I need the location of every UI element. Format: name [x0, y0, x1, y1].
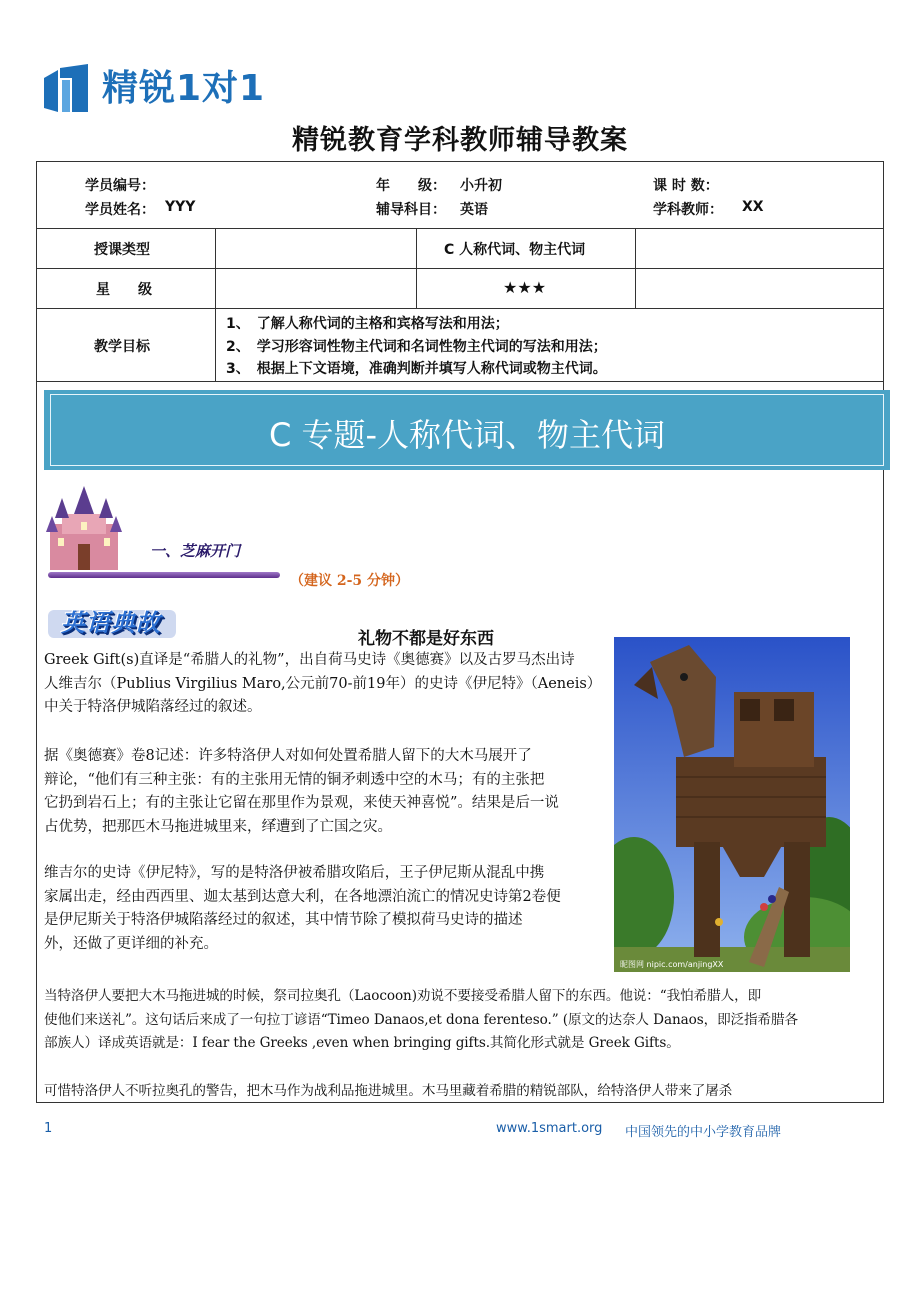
- story-paragraph: [44, 745, 559, 839]
- text-line: 可惜特洛伊人不听拉奥孔的警告，把木马作为战利品拖进城里。木马里藏着希腊的精锐部队，给特洛伊人带来了屠杀: [44, 1083, 733, 1099]
- student-no-label: 学员编号：: [85, 178, 155, 194]
- brand-logo: [42, 64, 282, 116]
- lesson-type-label: 授课类型: [94, 242, 150, 258]
- text-line: 部族人）译成英语就是：I fear the Greeks ,even when bringing gifts.其简化形式就是 Greek Gifts。: [44, 1035, 680, 1051]
- table-divider: [635, 228, 636, 308]
- text-line: 据《奥德赛》卷8记述：许多特洛伊人对如何处置希腊人留下的大木马展开了: [44, 748, 532, 764]
- story-paragraph: [44, 1080, 732, 1104]
- page-number: 1: [44, 1121, 53, 1136]
- story-paragraph: [44, 649, 601, 720]
- text-line: 是伊尼斯关于特洛伊城陷落经过的叙述，其中情节除了模拟荷马史诗的描述: [44, 912, 523, 928]
- text-line: 外，还做了更详细的补充。: [44, 935, 218, 952]
- table-divider: [36, 268, 884, 269]
- logo-mark-icon: [42, 64, 92, 114]
- logo-brand-text: 精锐1对1: [102, 68, 266, 109]
- text-line: 人维吉尔（Publius Virgilius Maro,公元前70-前19年）的史诗《伊尼特》（Aeneis）: [44, 675, 602, 692]
- story-paragraph: [44, 862, 561, 956]
- section-heading: 一、芝麻开门: [150, 542, 241, 560]
- story-title: 礼物不都是好东西: [358, 629, 494, 649]
- badge-text: 英语典故: [61, 609, 161, 637]
- trojan-horse-icon: [614, 637, 850, 972]
- table-divider: [416, 228, 417, 308]
- photo-credit: 昵图网 nipic.com/anjingXX: [620, 960, 724, 969]
- student-name-value: YYY: [165, 199, 196, 215]
- level-stars: ★★★: [503, 278, 547, 297]
- footer-slogan: 中国领先的中小学教育品牌: [625, 1125, 782, 1140]
- footer-site-link[interactable]: www.1smart.org: [496, 1121, 603, 1136]
- story-paragraph: [44, 985, 798, 1056]
- hours-label: 课 时 数：: [653, 178, 719, 194]
- table-divider: [215, 228, 216, 381]
- table-divider: [36, 308, 884, 309]
- goal-label: 教学目标: [94, 339, 150, 355]
- grade-label: 年 级：: [376, 178, 446, 194]
- text-line: 维吉尔的史诗《伊尼特》，写的是特洛伊被希腊攻陷后，王子伊尼斯从混乱中携: [44, 865, 545, 881]
- goal-item: 2、 学习形容词性物主代词和名词性物主代词的写法和用法；: [226, 339, 607, 355]
- goal-item: 1、 了解人称代词的主格和宾格写法和用法；: [226, 316, 509, 332]
- teacher-label: 学科教师：: [653, 202, 723, 218]
- text-line: 占优势，把那匹木马拖进城里来，绎゙遭到了亡国之灾。: [44, 818, 392, 835]
- text-line: 使他们来送礼”。这句话后来成了一句拉丁谚语“Timeo Danaos,et dona ferenteso.” (原文的达奈人 Danaos，即泛指希腊各: [44, 1011, 799, 1028]
- topic-banner: [44, 390, 890, 470]
- document-title: 精锐教育学科教师辅导教案: [292, 125, 628, 156]
- student-name-label: 学员姓名：: [85, 202, 155, 218]
- time-suggestion: （建议 2-5 分钟）: [290, 573, 410, 589]
- trojan-horse-photo: [614, 637, 850, 972]
- text-line: Greek Gift(s)直译是“希腊人的礼物”，出自荷马史诗《奥德赛》以及古罗马杰出诗: [44, 652, 575, 668]
- subject-value: 英语: [460, 202, 488, 218]
- table-divider: [36, 228, 884, 229]
- section-underline: [48, 572, 280, 578]
- level-label: 星 级: [96, 282, 152, 298]
- castle-icon: [44, 484, 124, 572]
- topic-banner-title: C 专题-人称代词、物主代词: [268, 416, 666, 454]
- text-line: 当特洛伊人要把大木马拖进城的时候，祭司拉奥孔（Laocoon)劝说不要接受希腊人留下的东西。他说：“我怕希腊人，即: [44, 988, 762, 1004]
- goal-item: 3、 根据上下文语境，准确判断并填写人称代词或物主代词。: [226, 361, 607, 377]
- text-line: 辩论，“他们有三种主张：有的主张用无情的铜矛刺透中空的木马；有的主张把: [44, 771, 545, 788]
- text-line: 它扔到岩石上；有的主张让它留在那里作为景观，来使天神喜悦”。结果是后一说: [44, 795, 559, 811]
- text-line: 中关于特洛伊城陷落经过的叙述。: [44, 699, 262, 715]
- text-line: 家属出走，经由西西里、迦太基到达意大利，在各地漂泊流亡的情况史诗第2卷便: [44, 888, 561, 905]
- table-divider: [36, 381, 884, 382]
- subject-label: 辅导科目：: [376, 202, 446, 218]
- grade-value: 小升初: [460, 178, 502, 194]
- english-story-badge: [44, 604, 178, 642]
- lesson-type-value: C 人称代词、物主代词: [444, 242, 586, 258]
- teacher-value: XX: [742, 199, 764, 215]
